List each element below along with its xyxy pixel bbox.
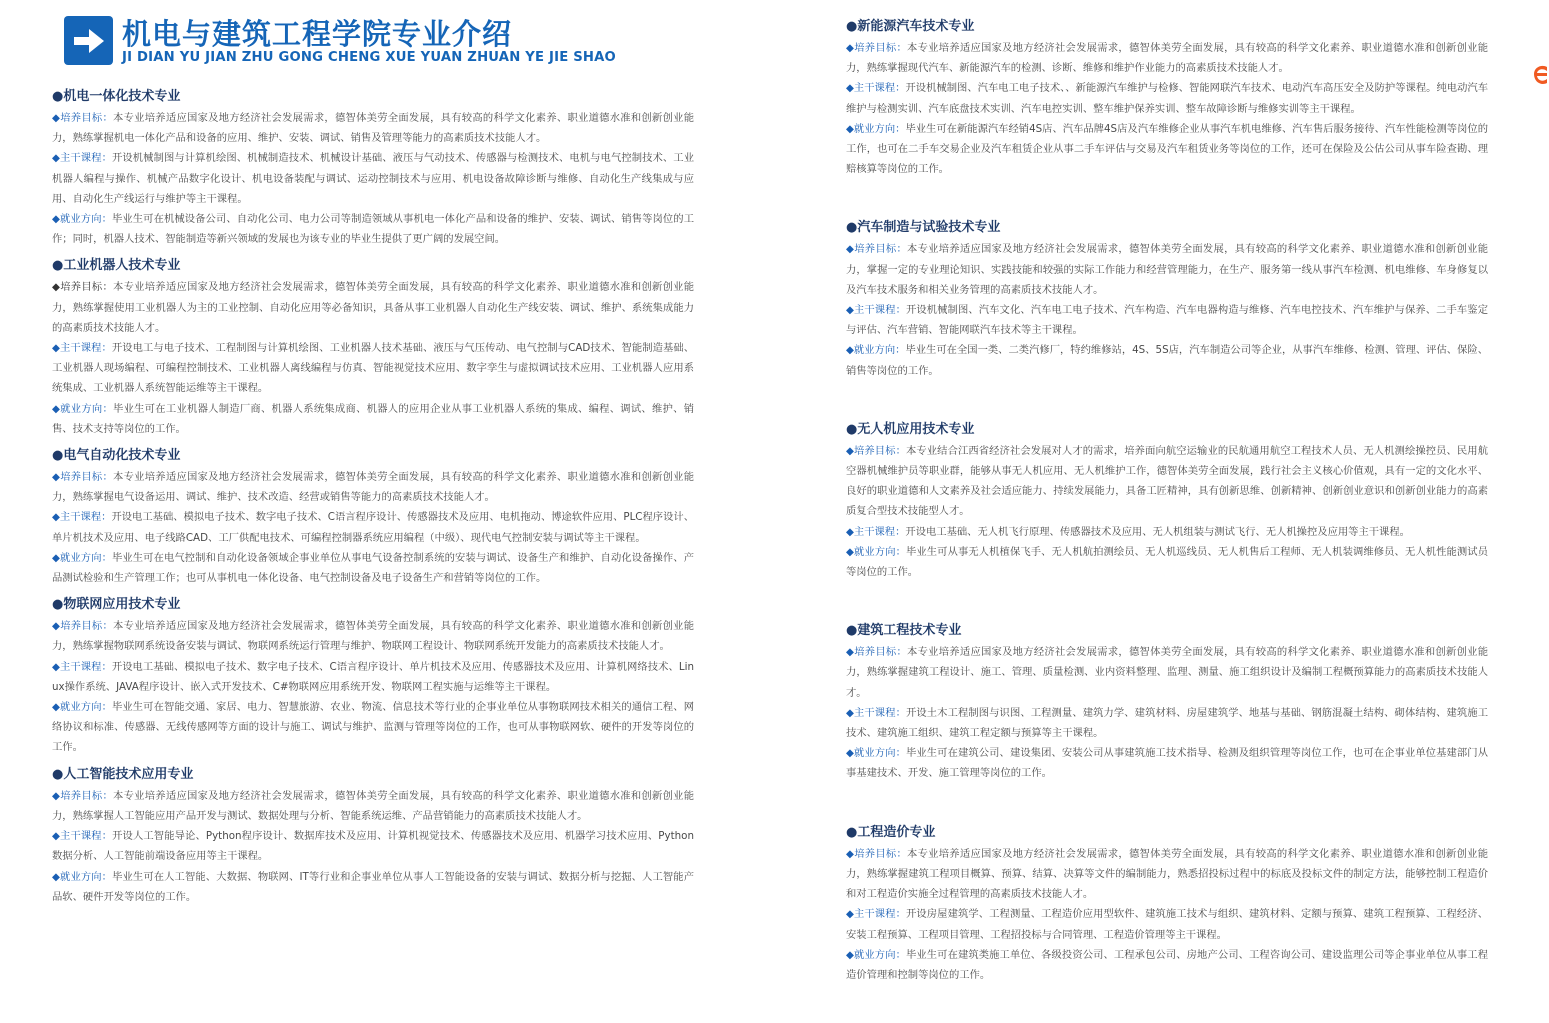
course-paragraph (846, 522, 1488, 542)
career-text: 毕业生可在电气控制和自动化设备领域企事业单位从事电气设备控制系统的安装与调试、设备生产和维护、自动化设备操作、产品测试检验和生产管理工作；也可从事机电一体化设备、电气控制设备及电子设备生产和营销等岗位的工作。 (52, 551, 695, 585)
goal-paragraph (52, 616, 694, 656)
course-text: 开设电工基础、模拟电子技术、数字电子技术、C语言程序设计、单片机技术及应用、传感器技术及应用、计算机网络技术、Linux操作系统、JAVA程序设计、嵌入式开发技术、C#物联网应用系统开发、物联网工程实施与运维等主干课程。 (52, 660, 695, 693)
course-text: 开设机械制图、汽车电工电子技术、、新能源汽车维护与检修、智能网联汽车技术、电动汽车高压安全及防护等课程。纯电动汽车维护与检测实训、汽车底盘技术实训、汽车电控实训、整车维护保养实训、整车故障诊断与维修实训等主干课程。 (846, 82, 1488, 115)
page-header (64, 14, 784, 70)
career-text: 毕业生可在建筑类施工单位、各级投资公司、工程承包公司、房地产公司、工程咨询公司、建设监理公司等企事业单位从事工程造价管理和控制等岗位的工作。 (846, 948, 1489, 981)
goal-text: 本专业培养适应国家及地方经济社会发展需求，德智体美劳全面发展，具有较高的科学文化素养、职业道德水准和创新创业能力，熟练掌握现代汽车、新能源汽车的检测、诊断、维修和维护作业能力的高素质技术技能人才。 (846, 42, 1488, 75)
course-paragraph (846, 78, 1488, 118)
career-text: 毕业生可在工业机器人制造厂商、机器人系统集成商、机器人的应用企业从事工业机器人系统的集成、编程、调试、维护、销售、技术支持等岗位的工作。 (52, 402, 694, 435)
course-paragraph (52, 826, 694, 866)
career-text: 毕业生可在人工智能、大数据、物联网、IT等行业和企事业单位从事人工智能设备的安装与调试、数据分析与挖掘、人工智能产品软、硬件开发等岗位的工作。 (52, 870, 695, 903)
course-label: ◆主干课程： (846, 525, 906, 538)
career-label: ◆就业方向： (52, 701, 112, 714)
career-text: 毕业生可在智能交通、家居、电力、智慧旅游、农业、物流、信息技术等行业的企事业单位从事物联网技术相关的通信工程、网络协议和标准、传感器、无线传感网等方面的设计与施工、调试与维护、监测与管理等岗位的工作，也可从事物联网软、硬件的开发等岗位的工作。 (52, 701, 695, 754)
major-title: ●人工智能技术应用专业 (52, 766, 194, 782)
career-paragraph (52, 867, 694, 907)
major-section (846, 16, 1488, 179)
major-section (52, 764, 694, 907)
goal-text: 本专业培养适应国家及地方经济社会发展需求，德智体美劳全面发展，具有较高的科学文化素养、职业道德水准和创新创业能力，熟练掌握人工智能应用产品开发与测试、数据处理与分析、智能系统运维、产品营销能力的高素质技术技能人才。 (52, 789, 694, 822)
career-paragraph (52, 209, 694, 249)
career-label: ◆就业方向： (846, 122, 906, 135)
major-title: ●建筑工程技术专业 (846, 623, 962, 639)
course-paragraph (52, 657, 694, 697)
goal-label: ◆培养目标： (846, 847, 908, 860)
career-label: ◆就业方向： (846, 545, 906, 558)
course-label: ◆主干课程： (846, 706, 906, 719)
course-label: ◆主干课程： (52, 152, 112, 165)
major-section (52, 255, 694, 439)
course-text: 开设电工基础、模拟电子技术、数字电子技术、C语言程序设计、传感器技术及应用、电机拖动、博途软件应用、PLC程序设计、单片机技术及应用、电子线路CAD、工厂供配电技术、可编程控制器系统应用编程（中级）、现代电气控制安装与调试等主干课程。 (52, 511, 695, 544)
major-section (52, 445, 694, 588)
goal-label: ◆培养目标： (52, 471, 114, 484)
course-label: ◆主干课程： (52, 830, 113, 843)
career-text: 毕业生可在机械设备公司、自动化公司、电力公司等制造领域从事机电一体化产品和设备的维护、安装、调试、销售等岗位的工作；同时，机器人技术、智能制造等新兴领域的发展也为该专业的毕业生提供了更广阔的发展空间。 (52, 213, 695, 246)
goal-paragraph (846, 642, 1488, 703)
career-text: 毕业生可在全国一类、二类汽修厂，特约维修站，4S、5S店，汽车制造公司等企业，从事汽车维修、检测、管理、评估、保险、销售等岗位的工作。 (846, 344, 1488, 377)
goal-paragraph (52, 467, 694, 507)
major-title: ●工业机器人技术专业 (52, 258, 181, 274)
edge-browser-icon[interactable] (1530, 60, 1549, 88)
career-paragraph (52, 697, 694, 758)
career-label: ◆就业方向： (846, 747, 906, 760)
left-column (52, 86, 694, 913)
goal-paragraph (846, 38, 1488, 78)
course-text: 开设电工与电子技术、工程制图与计算机绘图、工业机器人技术基础、液压与气压传动、电气控制与CAD技术、智能制造基础、工业机器人现场编程、可编程控制技术、工业机器人离线编程与仿真、智能视觉技术应用、数字孪生与虚拟调试技术应用、工业机器人应用系统集成、工业机器人系统智能运维等主干课程。 (52, 342, 694, 395)
goal-label: ◆培养目标： (846, 42, 908, 54)
page-title: 机电与建筑工程学院专业介绍 (122, 17, 513, 51)
goal-paragraph (52, 277, 694, 338)
goal-label: ◆培养目标： (52, 620, 114, 633)
goal-label: ◆培养目标： (52, 112, 114, 124)
major-section (846, 419, 1488, 582)
goal-paragraph (846, 239, 1488, 300)
course-paragraph (52, 148, 694, 209)
course-text: 开设电工基础、无人机飞行原理、传感器技术及应用、无人机组装与测试飞行、无人机操控及应用等主干课程。 (905, 525, 1410, 538)
major-title: ●新能源汽车技术专业 (846, 19, 975, 34)
major-section (52, 86, 694, 249)
course-paragraph (52, 507, 694, 547)
goal-paragraph (52, 108, 694, 148)
page-title-pinyin: JI DIAN YU JIAN ZHU GONG CHENG XUE YUAN ZHUAN YE JIE SHAO (122, 50, 616, 65)
career-label: ◆就业方向： (846, 948, 906, 961)
course-label: ◆主干课程： (52, 660, 112, 673)
goal-text: 本专业培养适应国家及地方经济社会发展需求，德智体美劳全面发展，具有较高的科学文化素养、职业道德水准和创新创业能力，熟练掌握使用工业机器人为主的工业控制、自动化应用等必备知识，具备从事工业机器人自动化生产线安装、调试、维护、系统集成能力的高素质技术技能人才。 (52, 281, 694, 334)
major-title: ●物联网应用技术专业 (52, 597, 181, 613)
course-paragraph (846, 300, 1488, 340)
career-text: 毕业生可从事无人机植保飞手、无人机航拍测绘员、无人机巡线员、无人机售后工程师、无人机装调维修员、无人机性能测试员等岗位的工作。 (846, 545, 1489, 579)
course-label: ◆主干课程： (52, 511, 112, 524)
major-section (846, 217, 1488, 380)
right-column (846, 16, 1488, 1023)
goal-paragraph (846, 844, 1488, 905)
goal-text: 本专业结合江西省经济社会发展对人才的需求，培养面向航空运输业的民航通用航空工程技术人员、无人机测绘操控员、民用航空器机械维护员等职业群，能够从事无人机应用、无人机维护工作，德智体美劳全面发展，践行社会主义核心价值观，具有一定的文化水平、良好的职业道德和人文素养及社会适应能力、持续发展能力，具备工匠精神，具有创新思维、创新精神、创新创业意识和创新创业能力的高素质复合型技术技能型人才。 (846, 444, 1489, 518)
course-label: ◆主干课程： (846, 908, 906, 921)
goal-text: 本专业培养适应国家及地方经济社会发展需求，德智体美劳全面发展，具有较高的科学文化素养、职业道德水准和创新创业能力，熟练掌握物联网系统设备安装与调试、物联网系统运行管理与维护、物联网工程设计、物联网系统开发能力的高素质技术技能人才。 (52, 620, 694, 653)
course-label: ◆主干课程： (846, 82, 906, 95)
career-paragraph (52, 399, 694, 439)
career-text: 毕业生可在建筑公司、建设集团、安装公司从事建筑施工技术指导、检测及组织管理等岗位工作，也可在企事业单位基建部门从事基建技术、开发、施工管理等岗位的工作。 (846, 747, 1489, 780)
goal-label: ◆培养目标： (846, 646, 908, 659)
course-label: ◆主干课程： (846, 304, 906, 317)
course-paragraph (52, 338, 694, 399)
major-section (52, 594, 694, 757)
goal-paragraph (52, 786, 694, 826)
major-title: ●电气自动化技术专业 (52, 448, 181, 464)
major-title: ●无人机应用技术专业 (846, 421, 975, 437)
goal-label: ◆培养目标： (52, 789, 114, 802)
goal-label: ◆培养目标： (52, 281, 114, 294)
career-label: ◆就业方向： (52, 402, 114, 415)
course-text: 开设机械制图、汽车文化、汽车电工电子技术、汽车构造、汽车电器构造与维修、汽车电控技术、汽车维护与保养、二手车鉴定与评估、汽车营销、智能网联汽车技术等主干课程。 (846, 304, 1489, 337)
major-title: ●机电一体化技术专业 (52, 89, 181, 104)
career-label: ◆就业方向： (846, 344, 906, 357)
major-section (846, 822, 1488, 985)
career-paragraph (846, 340, 1488, 380)
goal-text: 本专业培养适应国家及地方经济社会发展需求，德智体美劳全面发展，具有较高的科学文化素养、职业道德水准和创新创业能力，熟练掌握机电一体化产品和设备的应用、维护、安装、调试、销售及管理等能力的高素质技术技能人才。 (52, 112, 694, 145)
major-title: ●工程造价专业 (846, 824, 936, 840)
course-paragraph (846, 904, 1488, 944)
goal-text: 本专业培养适应国家及地方经济社会发展需求，德智体美劳全面发展，具有较高的科学文化素养、职业道德水准和创新创业能力，掌握一定的专业理论知识、实践技能和较强的实际工作能力和经营管理能力，在生产、服务第一线从事汽车检测、机电维修、车身修复以及汽车技术服务和相关业务管理的高素质技术技能人才。 (846, 243, 1488, 296)
career-paragraph (846, 119, 1488, 180)
course-text: 开设机械制图与计算机绘图、机械制造技术、机械设计基础、液压与气动技术、传感器与检测技术、电机与电气控制技术、工业机器人编程与操作、机械产品数字化设计、机电设备装配与调试、运动控制技术与应用、机电设备故障诊断与维修、自动化生产线集成与应用、自动化生产线运行与维护等主干课程。 (52, 152, 695, 205)
career-paragraph (846, 743, 1488, 783)
course-label: ◆主干课程： (52, 342, 112, 355)
goal-text: 本专业培养适应国家及地方经济社会发展需求，德智体美劳全面发展，具有较高的科学文化素养、职业道德水准和创新创业能力，熟练掌握建筑工程项目概算、预算、结算、决算等文件的编制能力，熟悉招投标过程中的标底及投标文件的制定方法，能够控制工程造价和对工程造价实施全过程管理的高素质技术技能人才。 (846, 847, 1488, 901)
course-text: 开设人工智能导论、Python程序设计、数据库技术及应用、计算机视觉技术、传感器技术及应用、机器学习技术应用、Python数据分析、人工智能前端设备应用等主干课程。 (52, 830, 694, 863)
career-paragraph (52, 548, 694, 588)
course-text: 开设土木工程制图与识图、工程测量、建筑力学、建筑材料、房屋建筑学、地基与基础、钢筋混凝土结构、砌体结构、建筑施工技术、建筑施工组织、建筑工程定额与预算等主干课程。 (846, 706, 1489, 740)
arrow-right-icon (64, 16, 113, 65)
major-section (846, 620, 1488, 783)
career-label: ◆就业方向： (52, 870, 113, 883)
goal-text: 本专业培养适应国家及地方经济社会发展需求，德智体美劳全面发展，具有较高的科学文化素养、职业道德水准和创新创业能力，熟练掌握建筑工程设计、施工、管理、质量检测、业内资料整理、监理、测量、施工组织设计及编制工程概预算能力的高素质技术技能人才。 (846, 646, 1488, 699)
career-paragraph (846, 945, 1488, 985)
career-label: ◆就业方向： (52, 213, 112, 226)
career-label: ◆就业方向： (52, 551, 112, 564)
career-text: 毕业生可在新能源汽车经销4S店、汽车品牌4S店及汽车维修企业从事汽车机电维修、汽车售后服务接待、汽车性能检测等岗位的工作，也可在二手车交易企业及汽车租赁企业从事二手车评估与交易及汽车租赁业务等岗位的工作，还可在保险及公估公司从事车险查勘、理赔核算等岗位的工作。 (846, 122, 1488, 176)
goal-paragraph (846, 441, 1488, 522)
course-text: 开设房屋建筑学、工程测量、工程造价应用型软件、建筑施工技术与组织、建筑材料、定额与预算、建筑工程预算、工程经济、安装工程预算、工程项目管理、工程招投标与合同管理、工程造价管理等主干课程。 (846, 908, 1489, 941)
goal-label: ◆培养目标： (846, 243, 908, 256)
course-paragraph (846, 703, 1488, 743)
major-title: ●汽车制造与试验技术专业 (846, 220, 1001, 236)
career-paragraph (846, 542, 1488, 582)
goal-label: ◆培养目标： (846, 444, 906, 457)
goal-text: 本专业培养适应国家及地方经济社会发展需求，德智体美劳全面发展，具有较高的科学文化素养、职业道德水准和创新创业能力，熟练掌握电气设备运用、调试、维护、技术改造、经营或销售等能力的高素质技术技能人才。 (52, 471, 694, 504)
